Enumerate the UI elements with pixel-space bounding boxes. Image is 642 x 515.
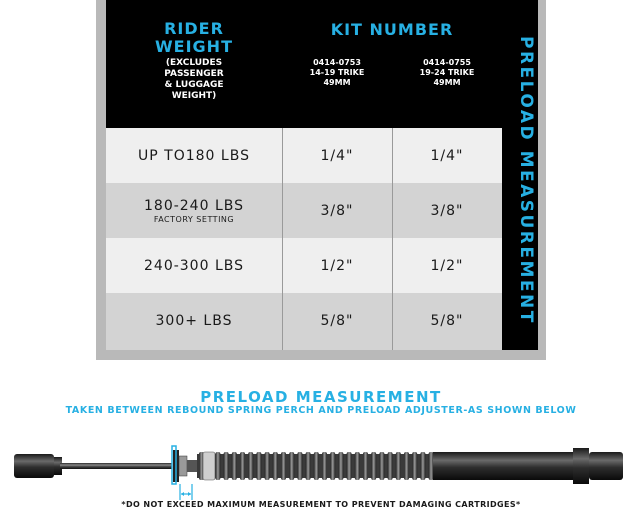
value-cell xyxy=(282,128,392,183)
weight-label: 180-240 LBS xyxy=(144,197,244,214)
spring-coil xyxy=(371,452,376,480)
value-cell xyxy=(282,238,392,293)
spring-coil xyxy=(347,452,352,480)
kit-part-number: 0414-0755 xyxy=(423,58,471,67)
spring-coil xyxy=(412,452,417,480)
rider-weight-note-line: (EXCLUDES xyxy=(165,58,223,68)
kit-part-number: 0414-0753 xyxy=(313,58,361,67)
kit-description: 14-19 TRIKE xyxy=(309,68,365,77)
weight-cell xyxy=(106,128,282,183)
value-cell xyxy=(282,293,392,348)
measurement-title: PRELOAD MEASUREMENT xyxy=(200,388,442,406)
weight-cell xyxy=(106,293,282,348)
preload-adjuster xyxy=(203,452,215,480)
spring-coil xyxy=(273,452,278,480)
preload-value: 1/4" xyxy=(320,147,354,164)
rider-weight-note-line: PASSENGER xyxy=(164,69,224,79)
spring-coil xyxy=(240,452,245,480)
spring-coil xyxy=(248,452,253,480)
weight-label: 240-300 LBS xyxy=(144,257,244,274)
value-cell xyxy=(392,238,502,293)
spring-coil xyxy=(379,452,384,480)
table-row xyxy=(106,293,502,350)
weight-cell xyxy=(106,183,282,238)
weight-label: 300+ LBS xyxy=(155,312,233,329)
spring-coil xyxy=(215,452,220,480)
table-row xyxy=(106,128,502,183)
preload-value: 5/8" xyxy=(430,312,464,329)
measurement-subtitle: TAKEN BETWEEN REBOUND SPRING PERCH AND PRELOAD ADJUSTER-AS SHOWN BELOW xyxy=(65,405,577,416)
spring-coil xyxy=(429,452,434,480)
spring-coil xyxy=(338,452,343,480)
weight-label: UP TO180 LBS xyxy=(138,147,250,164)
spring-coil xyxy=(355,452,360,480)
value-cell xyxy=(282,183,392,238)
spring-coil xyxy=(306,452,311,480)
spring-coil xyxy=(322,452,327,480)
kit-column-1 xyxy=(282,58,392,88)
preload-value: 5/8" xyxy=(320,312,354,329)
value-cell xyxy=(392,183,502,238)
spring-coil xyxy=(232,452,237,480)
spring-coil xyxy=(297,452,302,480)
rider-weight-note xyxy=(106,58,282,102)
preload-value: 1/2" xyxy=(320,257,354,274)
table-header xyxy=(106,0,502,128)
column-divider xyxy=(392,128,393,350)
cartridge-body xyxy=(433,448,623,484)
spring-coil xyxy=(314,452,319,480)
table-row xyxy=(106,238,502,293)
damper-rod xyxy=(60,463,172,469)
spring-coil xyxy=(404,452,409,480)
preload-table xyxy=(106,0,502,350)
warning-note: *DO NOT EXCEED MAXIMUM MEASUREMENT TO PREVENT DAMAGING CARTRIDGES* xyxy=(121,500,521,509)
spring-coil xyxy=(363,452,368,480)
rider-weight-heading-line: RIDER xyxy=(164,19,224,38)
spring-coil xyxy=(265,452,270,480)
spring-coil xyxy=(420,452,425,480)
side-label-bar xyxy=(502,0,538,350)
value-cell xyxy=(392,128,502,183)
left-end-cap xyxy=(14,454,62,478)
rider-weight-heading xyxy=(106,20,282,56)
kit-size: 49MM xyxy=(323,78,351,87)
spring-coil xyxy=(396,452,401,480)
rider-weight-note-line: WEIGHT) xyxy=(171,91,217,101)
kit-size: 49MM xyxy=(433,78,461,87)
preload-value: 3/8" xyxy=(430,202,464,219)
spring-coil xyxy=(330,452,335,480)
value-cell xyxy=(392,293,502,348)
column-divider xyxy=(282,128,283,350)
spring-coil xyxy=(289,452,294,480)
spring-coil xyxy=(224,452,229,480)
rider-weight-note-line: & LUGGAGE xyxy=(164,80,224,90)
preload-value: 1/4" xyxy=(430,147,464,164)
weight-cell xyxy=(106,238,282,293)
preload-value: 1/2" xyxy=(430,257,464,274)
table-row xyxy=(106,183,502,238)
factory-setting-note: FACTORY SETTING xyxy=(153,214,235,224)
side-label: PRELOAD MEASUREMENT xyxy=(516,35,536,325)
spring-coil xyxy=(256,452,261,480)
kit-number-heading: KIT NUMBER xyxy=(330,20,454,39)
kit-description: 19-24 TRIKE xyxy=(419,68,475,77)
kit-column-2 xyxy=(392,58,502,88)
spring-coil xyxy=(388,452,393,480)
rider-weight-heading-line: WEIGHT xyxy=(155,37,233,56)
spring-coil xyxy=(281,452,286,480)
preload-value: 3/8" xyxy=(320,202,354,219)
cartridge-diagram xyxy=(0,418,642,502)
spring-icon xyxy=(197,452,434,480)
